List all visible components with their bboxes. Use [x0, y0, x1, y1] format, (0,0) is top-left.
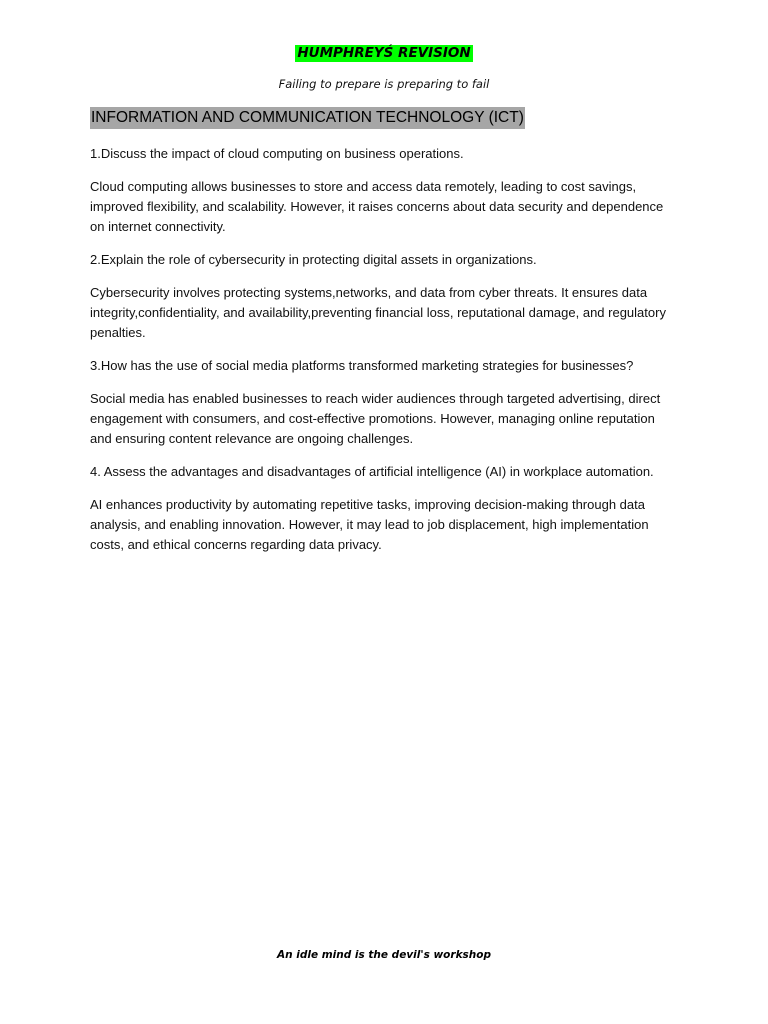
footer-motto: An idle mind is the devil's workshop — [276, 949, 492, 961]
question-3: 3.How has the use of social media platforms transformed marketing strategies for businesses? — [90, 358, 634, 373]
question-4: 4. Assess the advantages and disadvantages of artificial intelligence (AI) in workplace automation. — [90, 464, 654, 479]
answer-2: Cybersecurity involves protecting systems,networks, and data from cyber threats. It ensures data integrity,confidentiality, and availability,preventing financial loss, reputational damage, and regulatory penalties. — [90, 285, 666, 340]
document-title: HUMPHREYŚ REVISION — [297, 45, 471, 61]
answer-3: Social media has enabled businesses to reach wider audiences through targeted advertising, direct engagement with consumers, and cost-effective promotions. However, managing online reputation and ensuring content relevance are ongoing challenges. — [90, 391, 661, 446]
answer-4: AI enhances productivity by automating repetitive tasks, improving decision-making through data analysis, and enabling innovation. However, it may lead to job displacement, high implementation costs, and ethical concerns regarding data privacy. — [90, 497, 649, 552]
section-heading: INFORMATION AND COMMUNICATION TECHNOLOGY (ICT) — [90, 107, 525, 129]
answer-1: Cloud computing allows businesses to store and access data remotely, leading to cost savings, improved flexibility, and scalability. However, it raises concerns about data security and dependence on internet connectivity. — [90, 179, 664, 234]
header — [0, 44, 768, 62]
question-answer-list — [90, 144, 680, 568]
question-1: 1.Discuss the impact of cloud computing on business operations. — [90, 146, 464, 161]
document-tagline: Failing to prepare is preparing to fail — [278, 77, 490, 91]
question-2: 2.Explain the role of cybersecurity in protecting digital assets in organizations. — [90, 252, 537, 267]
